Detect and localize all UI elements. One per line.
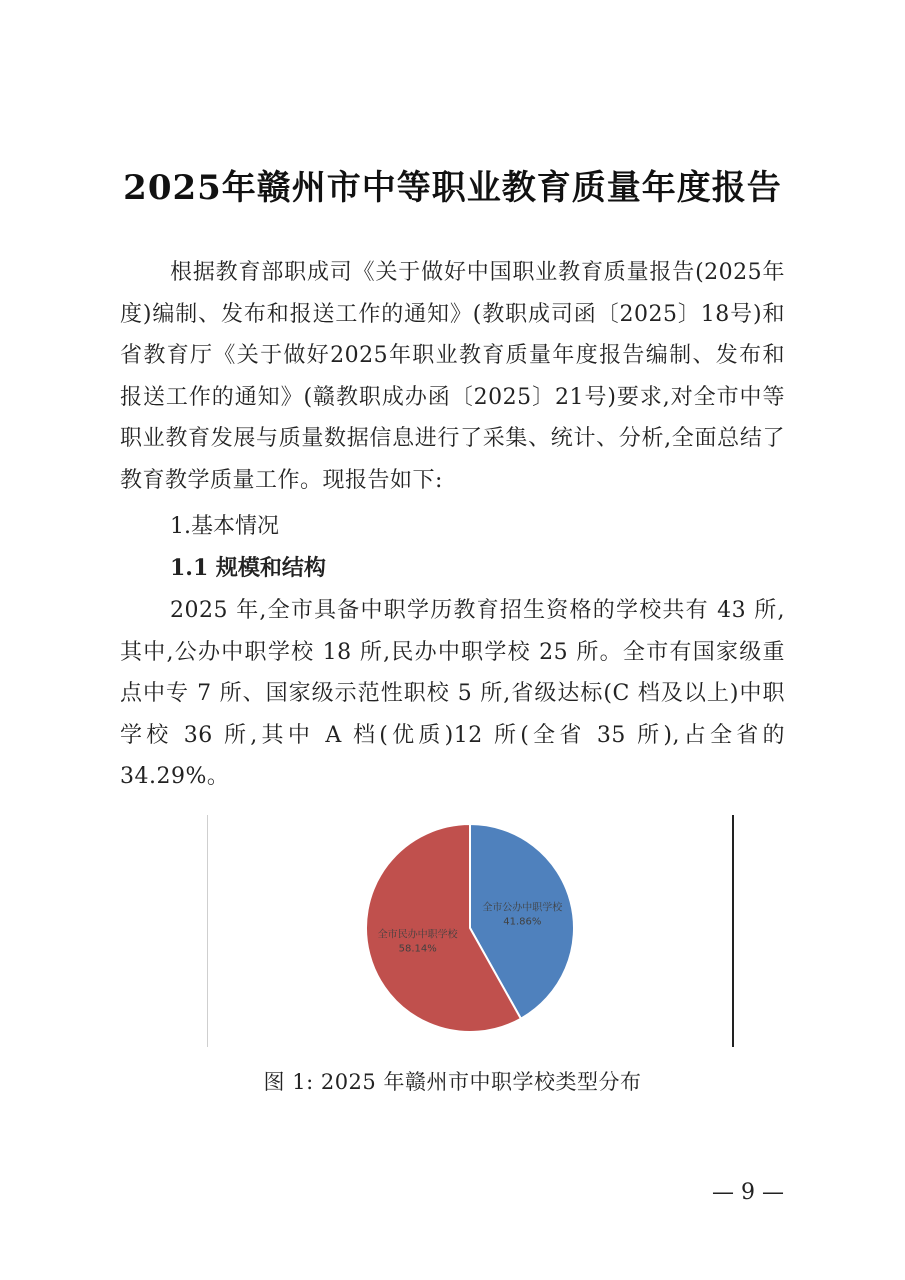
pie-slice-label: 全市公办中职学校: [482, 902, 563, 914]
figure-frame-right-border: [732, 815, 734, 1047]
pie-slice-value-label: 58.14%: [398, 943, 437, 955]
page-title: 2025年赣州市中等职业教育质量年度报告: [123, 168, 782, 208]
intro-text: 根据教育部职成司《关于做好中国职业教育质量报告(2025年度)编制、发布和报送工作的通知》(教职成司函〔2025〕18号)和省教育厅《关于做好2025年职业教育质量年度报告编制、发布和报送工作的通知》(赣教职成办函〔2025〕21号)要求,对全市中等职业教育发展与质量数据信息进行了采集、统计、分析,全面总结了教育教学质量工作。现报告如下:: [120, 260, 785, 493]
section-heading-basic: 1.基本情况: [170, 514, 279, 539]
intro-paragraph: [120, 252, 785, 501]
figure-caption: 图 1: 2025 年赣州市中职学校类型分布: [263, 1070, 642, 1094]
school-type-pie-chart: [350, 820, 590, 1040]
figure-frame-left-border: [207, 815, 208, 1047]
scale-paragraph: [120, 590, 785, 798]
scale-text: 2025 年,全市具备中职学历教育招生资格的学校共有 43 所,其中,公办中职学校 18 所,民办中职学校 25 所。全市有国家级重点中专 7 所、国家级示范性职校 5 所,省级达标(C 档及以上)中职学校 36 所,其中 A 档(优质)12 所(全省 35 所),占全省的 34.29%。: [120, 598, 785, 789]
pie-slice-label: 全市民办中职学校: [377, 929, 458, 941]
subsection-heading-scale: 1.1 规模和结构: [170, 555, 326, 581]
page-number: — 9 —: [712, 1180, 784, 1205]
pie-slice-value-label: 41.86%: [503, 916, 542, 928]
